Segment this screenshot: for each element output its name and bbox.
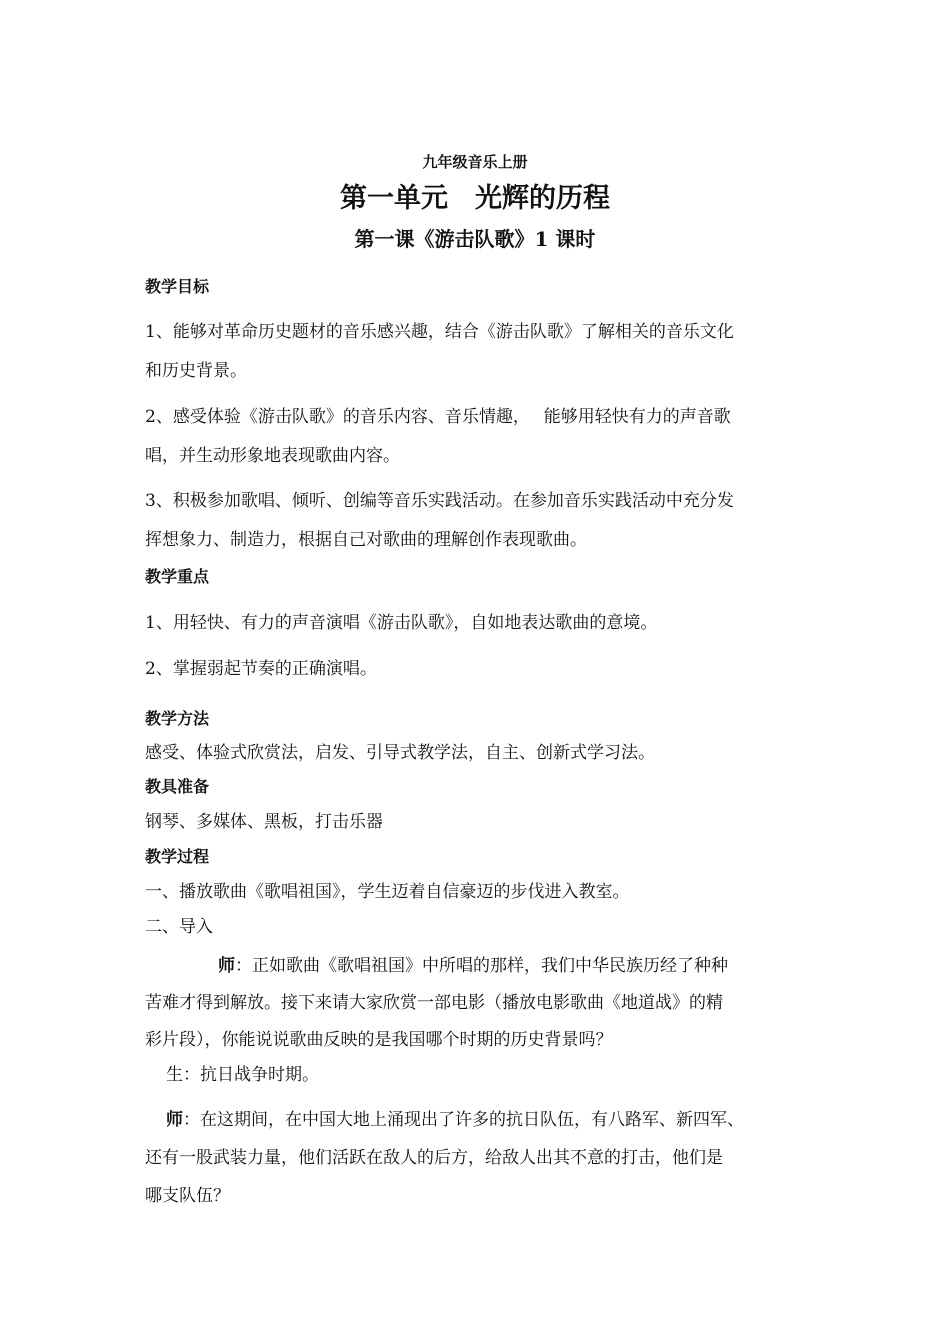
teacher-speech-2: ：在这期间，在中国大地上涌现出了许多的抗日队伍，有八路军、新四军、 xyxy=(183,1110,744,1130)
goal-2-line-1: 2、感受体验《游击队歌》的音乐内容、音乐情趣， 能够用轻快有力的声音歌 xyxy=(145,407,731,427)
process-step-1: 一、播放歌曲《歌唱祖国》，学生迈着自信豪迈的步伐进入教室。 xyxy=(145,882,630,902)
teacher-paragraph-2-line-3: 哪支队伍？ xyxy=(145,1186,230,1206)
section-heading-method: 教学方法 xyxy=(145,709,210,728)
unit-title: 第一单元 光辉的历程 xyxy=(340,183,610,214)
teacher-label: 师 xyxy=(166,1110,183,1130)
teacher-speech-1: ：正如歌曲《歌唱祖国》中所唱的那样，我们中华民族历经了种种 xyxy=(235,956,728,976)
teacher-paragraph-1-line-2: 苦难才得到解放。接下来请大家欣赏一部电影（播放电影歌曲《地道战》的精 xyxy=(145,993,723,1013)
key-point-1: 1、用轻快、有力的声音演唱《游击队歌》，自如地表达歌曲的意境。 xyxy=(145,613,658,633)
section-heading-goals: 教学目标 xyxy=(145,277,210,296)
teacher-paragraph-1-line-3: 彩片段），你能说说歌曲反映的是我国哪个时期的历史背景吗？ xyxy=(145,1030,613,1050)
grade-heading: 九年级音乐上册 xyxy=(422,153,528,171)
goal-3-line-1: 3、积极参加歌唱、倾听、创编等音乐实践活动。在参加音乐实践活动中充分发 xyxy=(145,491,734,511)
section-heading-key: 教学重点 xyxy=(145,567,210,586)
teacher-paragraph-2-line-2: 还有一股武装力量，他们活跃在敌人的后方，给敌人出其不意的打击，他们是 xyxy=(145,1148,723,1168)
key-point-2: 2、掌握弱起节奏的正确演唱。 xyxy=(145,659,377,679)
teacher-paragraph-2-line-1 xyxy=(166,1109,744,1131)
student-answer: 生：抗日战争时期。 xyxy=(166,1065,319,1085)
goal-1-line-1: 1、能够对革命历史题材的音乐感兴趣，结合《游击队歌》了解相关的音乐文化 xyxy=(145,322,734,342)
method-text: 感受、体验式欣赏法，启发、引导式教学法，自主、创新式学习法。 xyxy=(145,743,655,763)
lesson-title: 第一课《游击队歌》1 课时 xyxy=(354,227,596,251)
goal-2-line-2: 唱，并生动形象地表现歌曲内容。 xyxy=(145,446,400,466)
process-step-2: 二、导入 xyxy=(145,917,213,937)
section-heading-process: 教学过程 xyxy=(145,847,210,866)
teacher-paragraph-1-line-1 xyxy=(218,955,728,977)
goal-1-line-2: 和历史背景。 xyxy=(145,361,247,381)
tools-text: 钢琴、多媒体、黑板，打击乐器 xyxy=(145,812,383,832)
section-heading-tools: 教具准备 xyxy=(145,777,210,796)
goal-3-line-2: 挥想象力、制造力，根据自己对歌曲的理解创作表现歌曲。 xyxy=(145,530,587,550)
teacher-label: 师 xyxy=(218,956,235,976)
